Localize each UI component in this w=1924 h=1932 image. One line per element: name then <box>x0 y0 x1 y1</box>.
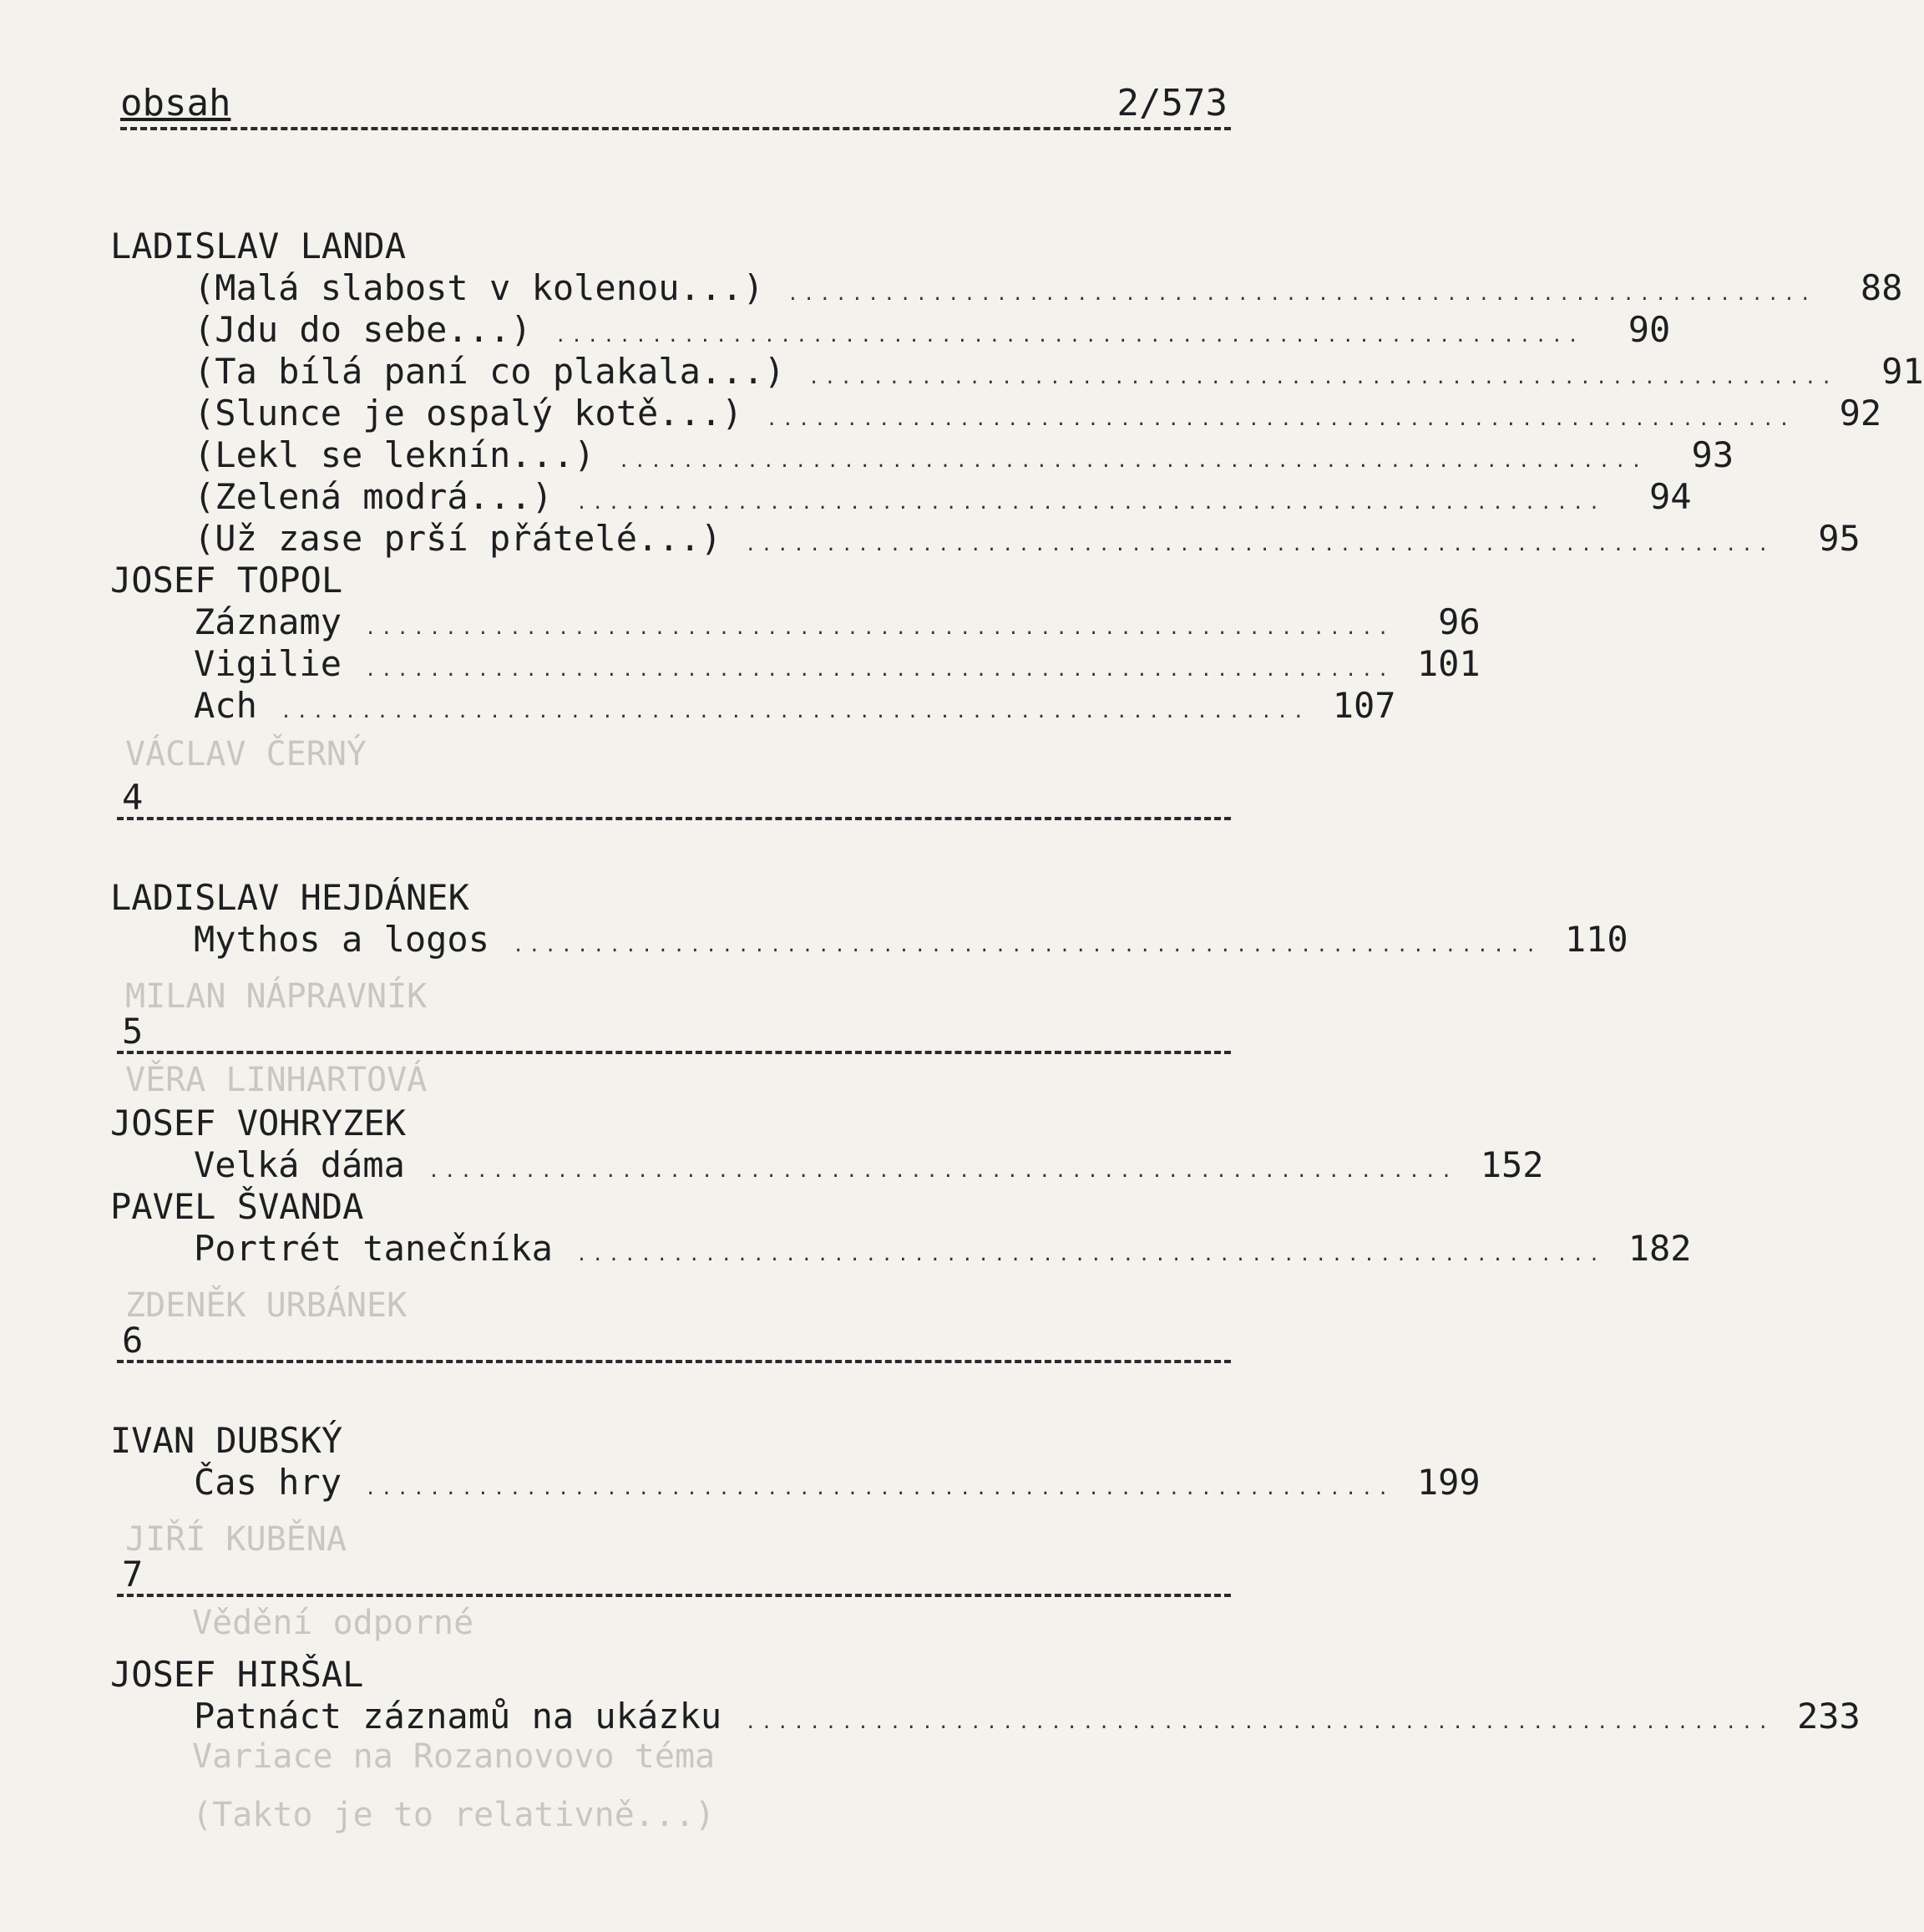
page-header <box>120 77 1231 130</box>
toc-entry[interactable] <box>110 919 1628 961</box>
part-number: 7 <box>122 1554 144 1595</box>
show-through-text: ZDENĚK URBÁNEK <box>125 1286 408 1325</box>
entry-title: (Jdu do sebe...) <box>194 309 532 350</box>
author-name: JOSEF HIRŠAL <box>110 1654 364 1695</box>
dot-leader: ................................................................ <box>766 409 1795 430</box>
show-through-text: VÁCLAV ČERNÝ <box>125 735 367 773</box>
dot-leader: ................................................................ <box>513 936 1542 956</box>
entry-page: 91 <box>1881 351 1924 392</box>
toc-entry[interactable] <box>110 476 1692 518</box>
entry-title: Velká dáma <box>194 1144 405 1185</box>
toc-entry[interactable] <box>110 1462 1481 1504</box>
toc-entry[interactable] <box>110 601 1481 643</box>
entry-page: 95 <box>1818 518 1861 559</box>
author-name: LADISLAV LANDA <box>110 226 407 266</box>
entry-title: Ach <box>194 685 257 726</box>
show-through-text: VĚRA LINHARTOVÁ <box>125 1061 428 1099</box>
entry-page: 110 <box>1564 919 1628 960</box>
toc-entry[interactable] <box>110 643 1481 685</box>
entry-title: (Lekl se leknín...) <box>194 434 595 475</box>
entry-page: 182 <box>1628 1228 1692 1269</box>
part-divider-7 <box>117 1554 1231 1597</box>
entry-title: (Ta bílá paní co plakala...) <box>194 351 786 392</box>
entry-title: Záznamy <box>194 601 342 642</box>
dot-leader: ................................................................ <box>745 1712 1774 1733</box>
toc-entry[interactable] <box>110 1228 1692 1270</box>
author-name: LADISLAV HEJDÁNEK <box>110 877 469 918</box>
part-divider-5 <box>117 1011 1231 1054</box>
entry-title: (Slunce je ospalý kotě...) <box>194 393 743 434</box>
dot-leader: ................................................................ <box>428 1161 1457 1182</box>
entry-page: 107 <box>1332 685 1396 726</box>
toc-entry[interactable] <box>110 518 1861 560</box>
entry-page: 94 <box>1648 476 1692 517</box>
dot-leader: ................................................................ <box>808 368 1837 388</box>
show-through-text: Variace na Rozanovovo téma <box>192 1737 716 1776</box>
show-through-text: Vědění odporné <box>192 1604 474 1642</box>
entry-page: 152 <box>1480 1144 1544 1185</box>
dot-leader: ................................................................ <box>575 493 1605 514</box>
toc-entry[interactable] <box>110 1144 1544 1186</box>
entry-page: 101 <box>1416 643 1481 684</box>
dot-leader: ................................................................ <box>787 284 1816 305</box>
toc-entry[interactable] <box>110 309 1671 351</box>
header-page-ref: 2/573 <box>1116 82 1228 124</box>
entry-title: (Malá slabost v kolenou...) <box>194 267 764 308</box>
author-name: IVAN DUBSKÝ <box>110 1420 343 1461</box>
part-number: 4 <box>122 777 144 818</box>
toc-entry[interactable] <box>110 393 1882 434</box>
part-number: 5 <box>122 1011 144 1052</box>
part-divider-6 <box>117 1320 1231 1363</box>
toc-entry[interactable] <box>110 1696 1861 1737</box>
entry-page: 88 <box>1860 267 1903 308</box>
dot-leader: ................................................................ <box>618 451 1648 472</box>
author-name: JOSEF VOHRYZEK <box>110 1103 407 1143</box>
show-through-text: MILAN NÁPRAVNÍK <box>125 977 428 1016</box>
part-divider-4 <box>117 777 1231 820</box>
entry-title: Patnáct záznamů na ukázku <box>194 1696 722 1737</box>
entry-page: 233 <box>1796 1696 1861 1737</box>
show-through-text: (Takto je to relativně...) <box>192 1796 716 1834</box>
toc-section-4 <box>110 877 1628 961</box>
toc-entry[interactable] <box>110 434 1734 476</box>
toc-entry[interactable] <box>110 685 1396 727</box>
entry-page: 90 <box>1628 309 1671 350</box>
dot-leader: ................................................................ <box>365 618 1394 639</box>
show-through-text: JIŘÍ KUBĚNA <box>125 1520 347 1559</box>
dot-leader: ................................................................ <box>365 1478 1394 1499</box>
entry-page: 96 <box>1438 601 1481 642</box>
toc-section-5 <box>110 1103 1692 1270</box>
dot-leader: ................................................................ <box>365 660 1394 681</box>
author-name: PAVEL ŠVANDA <box>110 1186 364 1227</box>
entry-page: 93 <box>1691 434 1734 475</box>
entry-title: (Zelená modrá...) <box>194 476 553 517</box>
dot-leader: ................................................................ <box>745 535 1774 555</box>
toc-entry[interactable] <box>110 267 1903 309</box>
toc-entry[interactable] <box>110 351 1924 393</box>
toc-section-1 <box>110 226 1924 727</box>
toc-section-6 <box>110 1420 1481 1504</box>
entry-title: Čas hry <box>194 1462 342 1503</box>
entry-page: 199 <box>1416 1462 1481 1503</box>
author-name: JOSEF TOPOL <box>110 560 343 601</box>
entry-page: 92 <box>1839 393 1882 434</box>
dot-leader: ................................................................ <box>280 702 1309 723</box>
toc-section-7 <box>110 1654 1861 1737</box>
part-number: 6 <box>122 1320 144 1361</box>
dot-leader: ................................................................ <box>554 326 1584 347</box>
entry-title: Vigilie <box>194 643 342 684</box>
entry-title: (Už zase prší přátelé...) <box>194 518 722 559</box>
entry-title: Portrét tanečníka <box>194 1228 553 1269</box>
dot-leader: ................................................................ <box>575 1245 1605 1265</box>
entry-title: Mythos a logos <box>194 919 490 960</box>
header-title: obsah <box>120 82 231 124</box>
